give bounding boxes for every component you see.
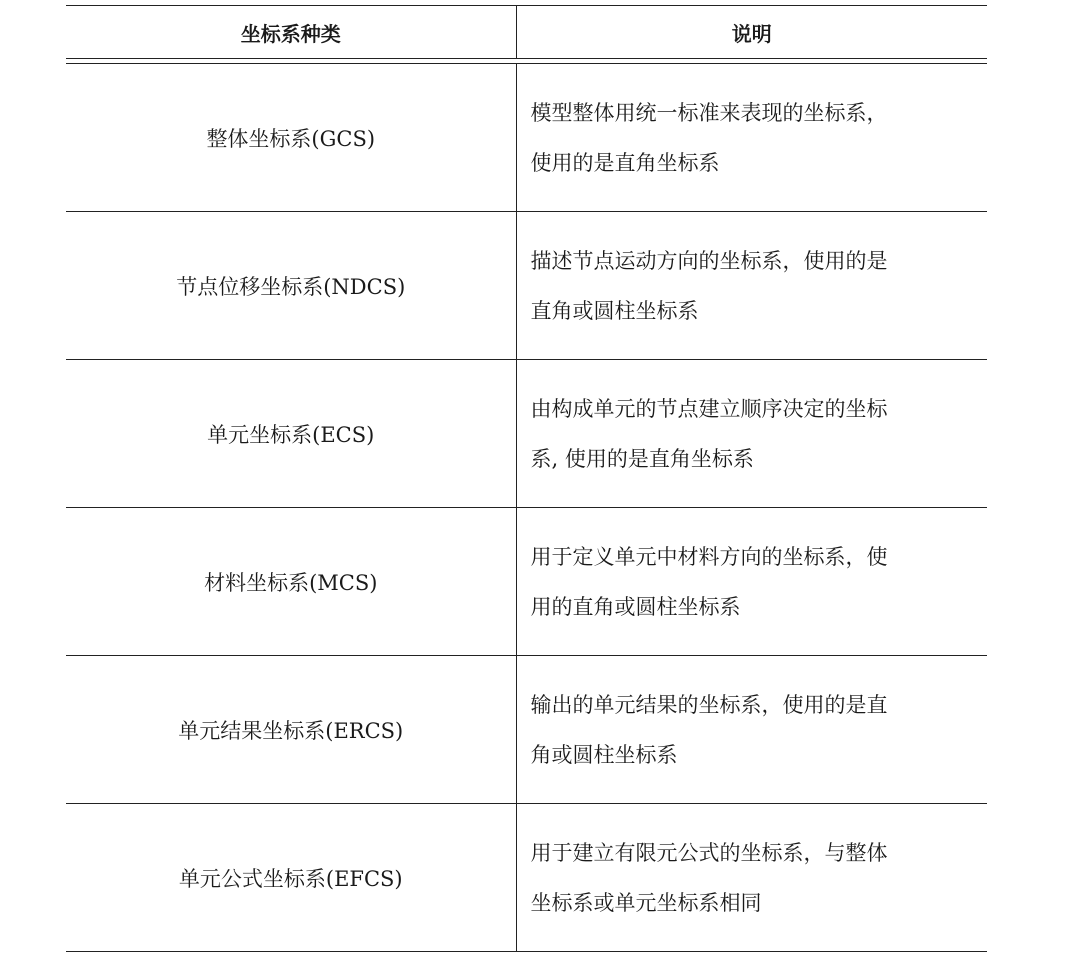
description-line: 角或圆柱坐标系	[530, 742, 678, 767]
type-cell: 节点位移坐标系(NDCS)	[66, 212, 516, 360]
description-line: 用于建立有限元公式的坐标系，与整体	[530, 840, 888, 865]
type-cell: 材料坐标系(MCS)	[66, 508, 516, 656]
description-cell	[516, 656, 987, 804]
table-row	[66, 656, 987, 804]
table-header	[66, 6, 987, 58]
description-line: 描述节点运动方向的坐标系，使用的是	[530, 248, 888, 273]
description-cell	[516, 360, 987, 508]
description-line: 模型整体用统一标准来表现的坐标系，	[530, 100, 888, 125]
type-cell: 单元结果坐标系(ERCS)	[66, 656, 516, 804]
description-cell	[516, 64, 987, 212]
table-row	[66, 508, 987, 656]
description-cell	[516, 804, 987, 952]
description-line: 用于定义单元中材料方向的坐标系，使	[530, 544, 888, 569]
table-body	[66, 64, 987, 952]
table-row	[66, 804, 987, 952]
header-description: 说明	[731, 21, 772, 46]
header-coordinate-type: 坐标系种类	[66, 6, 516, 58]
table-row	[66, 64, 987, 212]
table-row	[66, 360, 987, 508]
description-cell	[516, 212, 987, 360]
description-line: 系, 使用的是直角坐标系	[530, 446, 754, 471]
description-cell	[516, 508, 987, 656]
table-row	[66, 212, 987, 360]
description-line: 直角或圆柱坐标系	[530, 298, 699, 323]
description-line: 用的直角或圆柱坐标系	[530, 594, 741, 619]
type-cell: 整体坐标系(GCS)	[66, 64, 516, 212]
table	[66, 6, 987, 58]
type-cell: 单元坐标系(ECS)	[66, 360, 516, 508]
description-line: 输出的单元结果的坐标系，使用的是直	[530, 692, 888, 717]
description-line: 由构成单元的节点建立顺序决定的坐标	[530, 396, 888, 421]
coordinate-system-table	[66, 0, 987, 952]
description-line: 坐标系或单元坐标系相同	[530, 890, 762, 915]
table-body-wrap	[66, 64, 987, 952]
description-line: 使用的是直角坐标系	[530, 150, 720, 175]
type-cell: 单元公式坐标系(EFCS)	[66, 804, 516, 952]
